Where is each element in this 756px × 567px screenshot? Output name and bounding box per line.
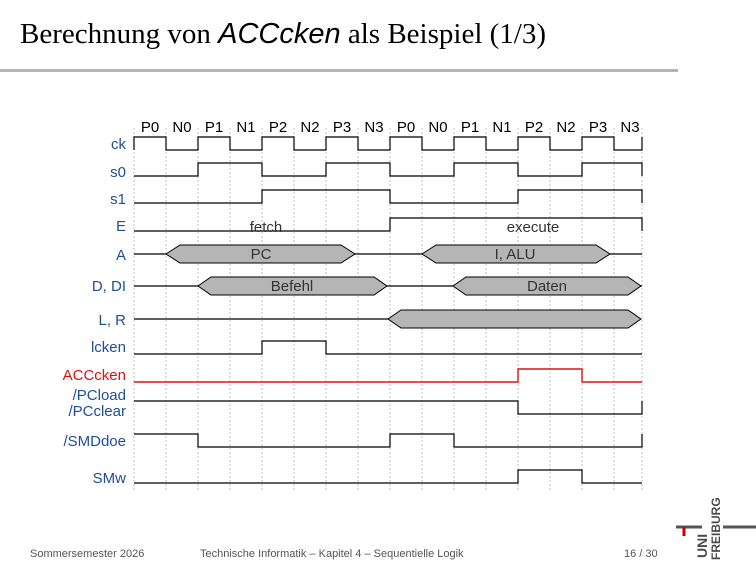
signal-label: /PCload: [72, 387, 126, 404]
phase-label: P2: [524, 119, 544, 136]
phase-label: N1: [236, 119, 256, 136]
phase-label: N1: [492, 119, 512, 136]
lr-bus: [388, 310, 641, 328]
phase-label: N0: [428, 119, 448, 136]
title-suffix: als Beispiel (1/3): [340, 18, 547, 50]
d-bus-daten-label: Daten: [526, 278, 568, 295]
phase-label: P1: [460, 119, 480, 136]
university-logo: [676, 470, 756, 567]
logo-freiburg-text: FREIBURG: [709, 497, 723, 560]
smddoe-waveform: [134, 434, 642, 447]
signal-label: /SMDdoe: [63, 433, 126, 450]
signal-label: ck: [111, 136, 126, 153]
signal-label: s0: [110, 164, 126, 181]
phase-label: P2: [268, 119, 288, 136]
a-bus-i-alu-label: I, ALU: [494, 246, 536, 263]
signal-label: SMw: [92, 470, 126, 487]
lcken-waveform: [134, 341, 642, 354]
signal-label: lcken: [90, 339, 126, 356]
s1-waveform: [134, 190, 642, 203]
ck-waveform: [134, 137, 642, 150]
phase-label: P3: [588, 119, 608, 136]
title-prefix: Berechnung von: [20, 18, 219, 50]
signal-label: /PCclear: [68, 403, 126, 420]
d-bus-befehl-label: Befehl: [270, 278, 314, 295]
signal-labels: [63, 136, 127, 487]
signal-label: L, R: [98, 312, 126, 329]
a-bus-pc-label: PC: [250, 246, 272, 263]
footer-semester: Sommersemester 2026: [30, 548, 145, 560]
title-emphasis: ACCcken: [218, 18, 341, 50]
signal-label: s1: [110, 191, 126, 208]
acccken-waveform: [134, 369, 642, 382]
s0-waveform: [134, 163, 642, 176]
phase-label: N2: [556, 119, 576, 136]
phase-label: P1: [204, 119, 224, 136]
phase-label: P0: [396, 119, 416, 136]
e-waveform: [134, 218, 642, 231]
signal-label: A: [115, 247, 126, 264]
logo-uni-text: UNI: [694, 533, 710, 558]
execute-label: execute: [506, 219, 560, 236]
phase-label: N3: [620, 119, 640, 136]
signal-label: D, DI: [91, 278, 126, 295]
signal-label: E: [115, 218, 126, 235]
phase-label: N0: [172, 119, 192, 136]
signal-label: ACCcken: [62, 367, 126, 384]
phase-label: P3: [332, 119, 352, 136]
smw-waveform: [134, 470, 642, 483]
pcload-waveform: [134, 401, 642, 414]
footer-page: 16 / 30: [624, 548, 658, 560]
footer-course: Technische Informatik – Kapitel 4 – Sequentielle Logik: [200, 548, 464, 560]
fetch-label: fetch: [249, 219, 283, 236]
phase-label: N2: [300, 119, 320, 136]
phase-label: N3: [364, 119, 384, 136]
phase-label: P0: [140, 119, 160, 136]
